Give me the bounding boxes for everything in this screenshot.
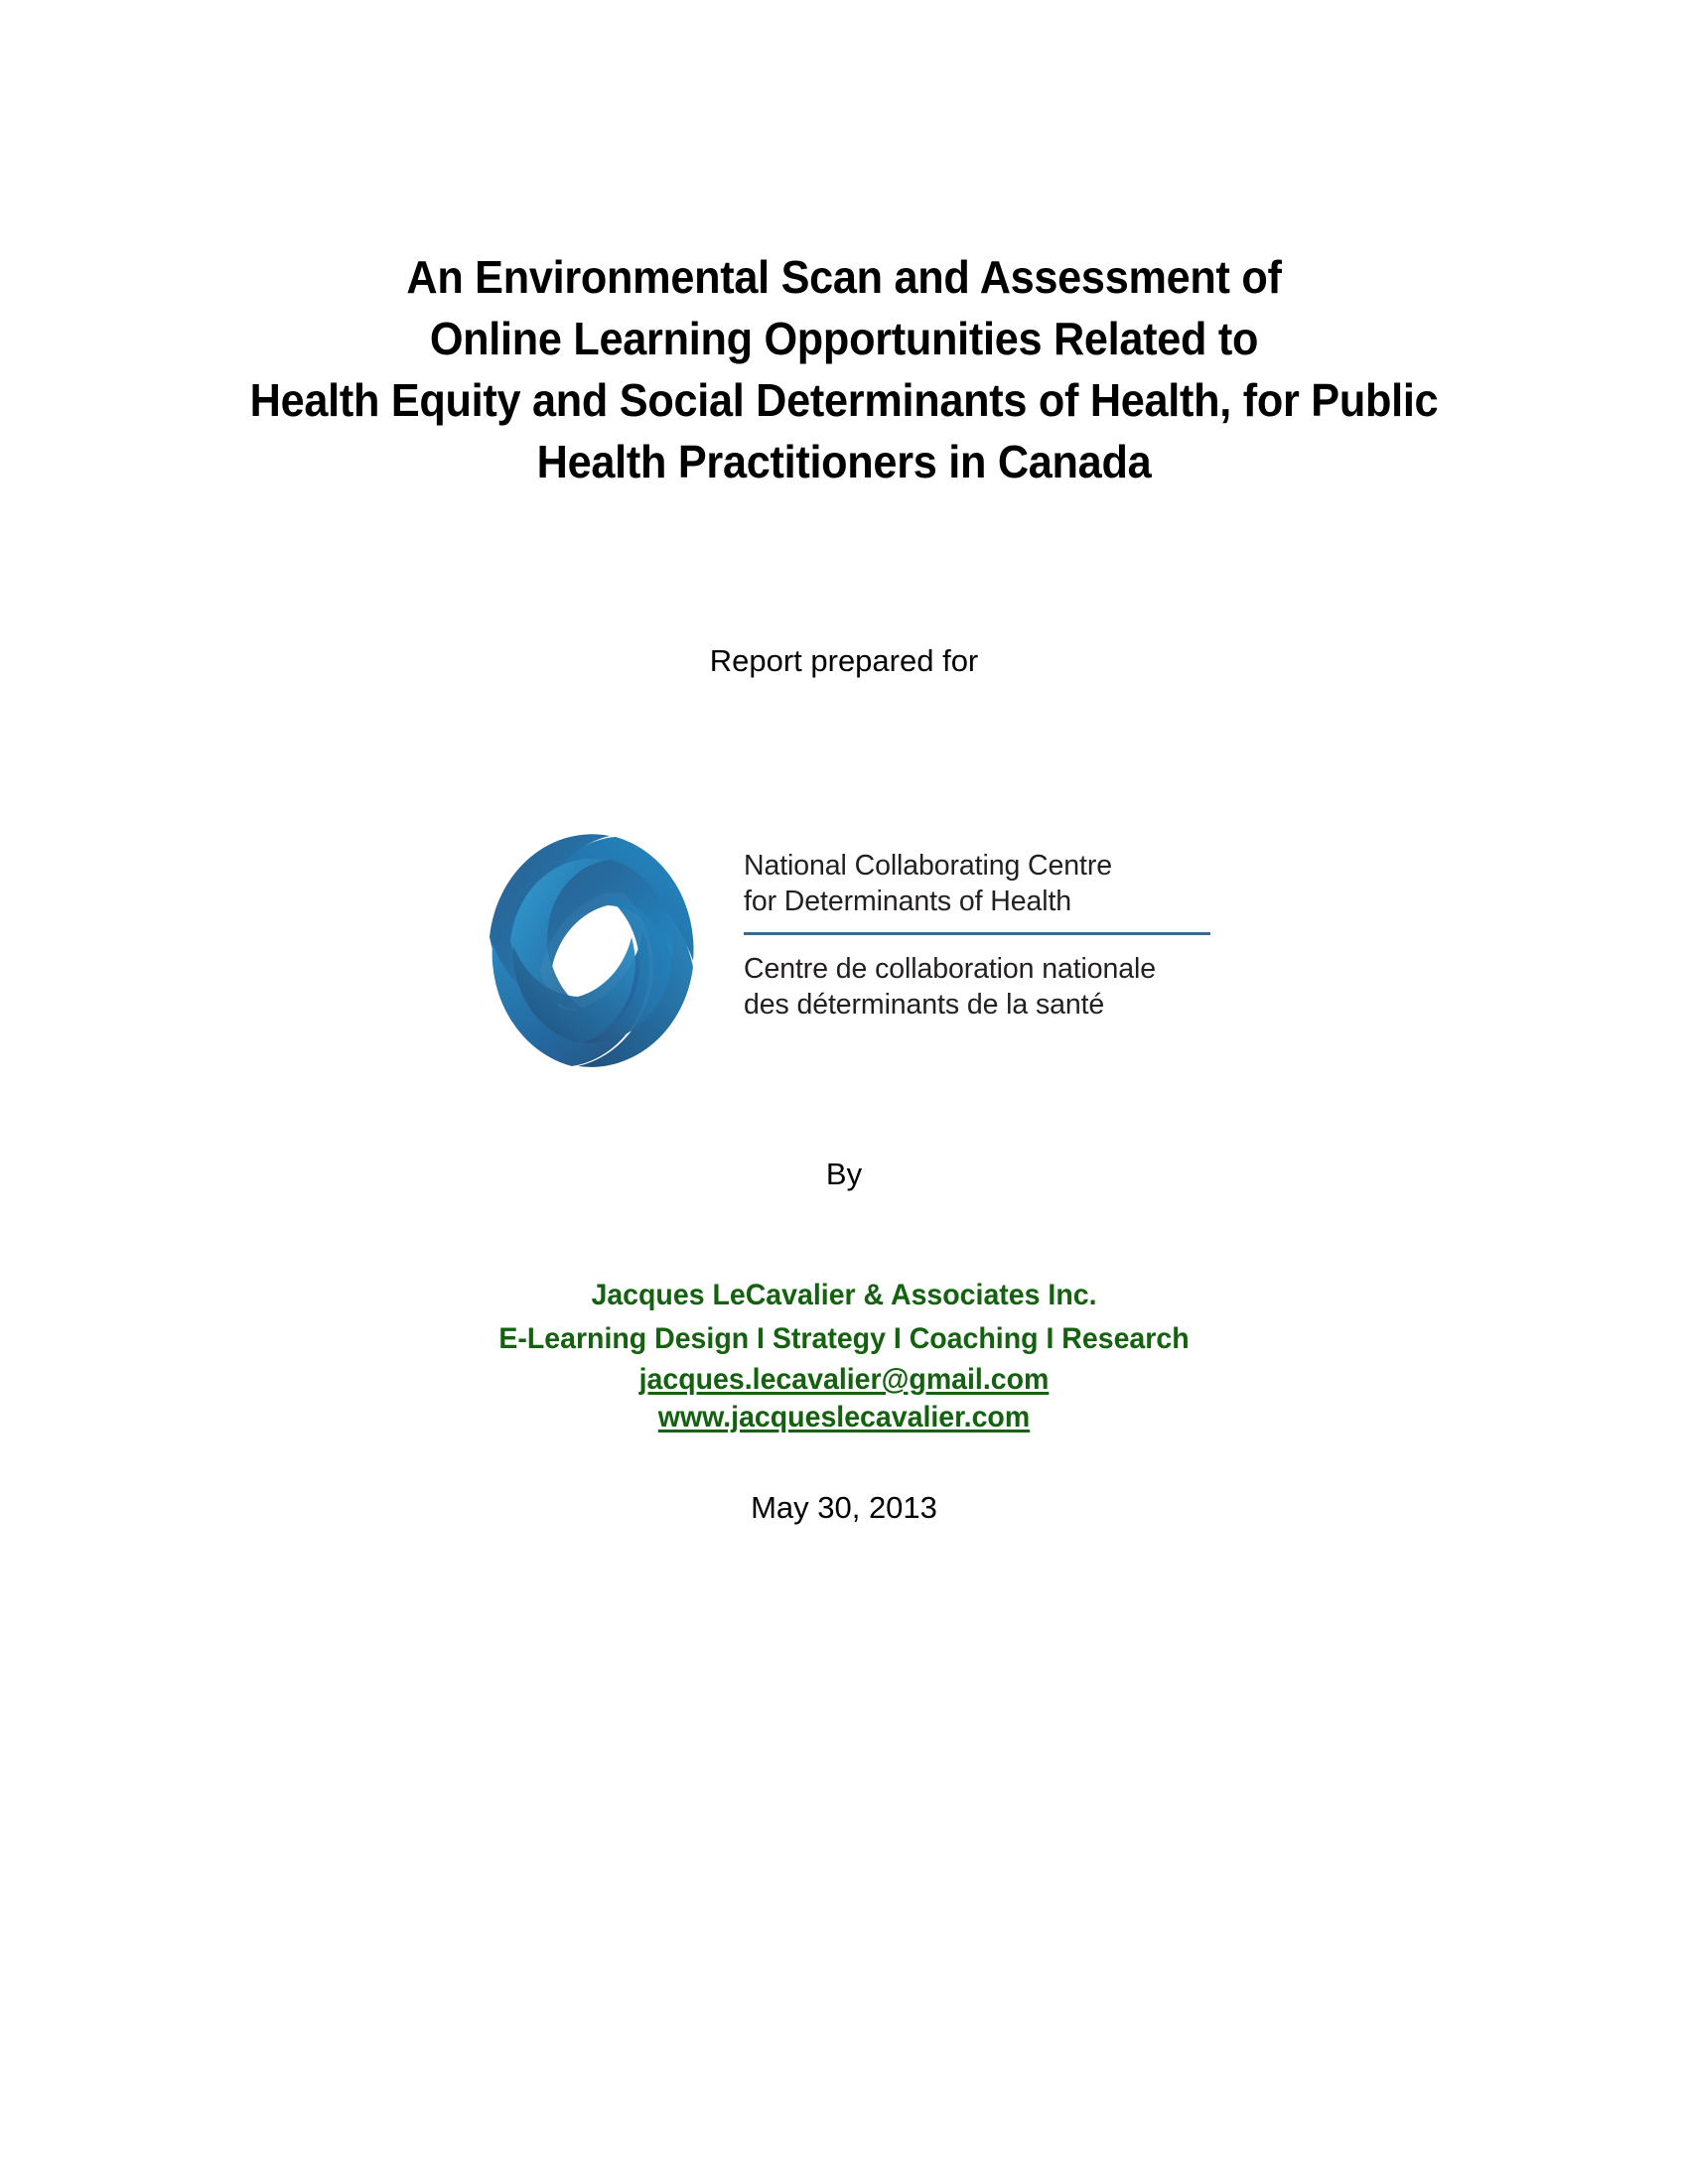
title-line-1: An Environmental Scan and Assessment of: [406, 251, 1282, 303]
logo-wordmark: [744, 826, 1210, 1023]
logo-divider: [744, 932, 1210, 935]
author-website-link[interactable]: www.jacqueslecavalier.com: [657, 1401, 1031, 1433]
author-services: E-Learning Design I Strategy I Coaching I Research: [498, 1322, 1190, 1355]
organization-logo: [0, 826, 1688, 1073]
author-email-line: [43, 1361, 1646, 1399]
page-title: [0, 246, 1688, 492]
title-line-2: Online Learning Opportunities Related to: [429, 313, 1259, 364]
logo-name-en-line1: National Collaborating Centre: [744, 850, 1112, 882]
title-line-3: Health Equity and Social Determinants of Health, for Public: [249, 374, 1439, 426]
by-label: By: [825, 1157, 863, 1191]
title-line-4: Health Practitioners in Canada: [536, 436, 1152, 487]
prepared-for-label: Report prepared for: [709, 643, 979, 678]
logo-name-en-line2: for Determinants of Health: [744, 886, 1072, 917]
author-block: [0, 1274, 1688, 1436]
report-date: May 30, 2013: [751, 1490, 937, 1525]
logo-name-fr-line1: Centre de collaboration nationale: [744, 953, 1156, 985]
author-email-link[interactable]: jacques.lecavalier@gmail.com: [638, 1363, 1050, 1396]
logo-name-fr-line2: des déterminants de la santé: [744, 989, 1105, 1021]
nccdh-swirl-ring-logo-icon: [478, 830, 706, 1073]
author-website-line: [43, 1399, 1646, 1436]
author-company: Jacques LeCavalier & Associates Inc.: [591, 1279, 1097, 1311]
